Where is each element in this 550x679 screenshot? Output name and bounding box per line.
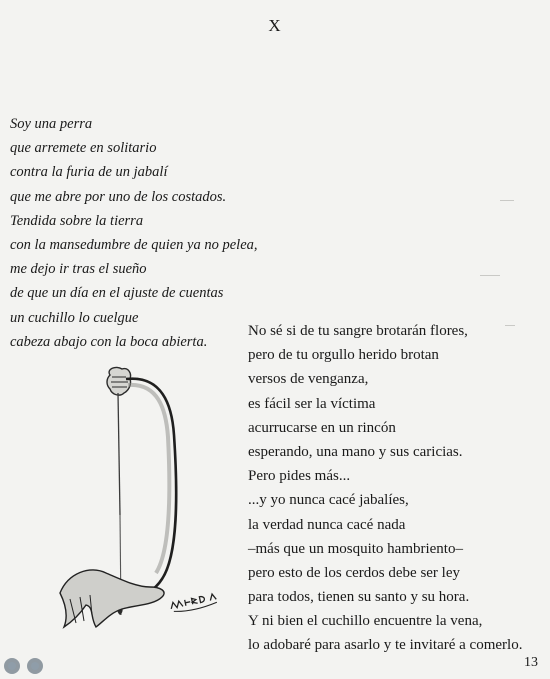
poem-line: la verdad nunca cacé nada — [248, 516, 406, 533]
poem-line: ...y yo nunca cacé jabalíes, — [248, 492, 409, 509]
section-title: X — [268, 16, 282, 35]
poem-line: No sé si de tu sangre brotarán flores, — [248, 323, 468, 339]
poem-line: lo adobaré para asarlo y te invitaré a comerlo. — [248, 637, 523, 654]
poem-line: acurrucarse en un rincón — [248, 419, 396, 436]
poem-line: esperando, una mano y sus caricias. — [248, 443, 463, 460]
poem-line: que me abre por uno de los costados. — [10, 188, 227, 205]
fist-icon — [107, 367, 131, 395]
poem-line: Soy una perra — [10, 116, 93, 132]
paper-speck — [480, 275, 500, 276]
roman-stanza — [248, 319, 548, 658]
scanner-marks — [2, 656, 48, 676]
hanging-hook-illustration — [50, 365, 225, 630]
poem-line: Pero pides más... — [248, 468, 351, 485]
poem-line: que arremete en solitario — [10, 140, 157, 157]
paper-speck — [500, 200, 514, 201]
poem-line: me dejo ir tras el sueño — [10, 261, 147, 278]
poem-line: Tendida sobre la tierra — [10, 212, 144, 229]
poem-line: Y ni bien el cuchillo encuentre la vena, — [248, 613, 483, 630]
poem-line: para todos, tienen su santo y su hora. — [248, 589, 470, 606]
italic-stanza — [10, 112, 310, 354]
poem-line: es fácil ser la víctima — [248, 395, 376, 412]
poem-line: pero esto de los cerdos debe ser ley — [248, 564, 461, 581]
poem-line: de que un día en el ajuste de cuentas — [10, 285, 224, 302]
paper-speck — [505, 325, 515, 326]
page-number: 13 — [524, 655, 538, 670]
hanging-carcass-shape — [60, 570, 164, 627]
poem-line: con la mansedumbre de quien ya no pelea, — [10, 236, 258, 253]
poem-line: contra la furia de un jabalí — [10, 164, 168, 181]
poem-line: –más que un mosquito hambriento– — [248, 540, 463, 557]
poem-line: versos de venganza, — [248, 371, 369, 388]
poem-line: cabeza abajo con la boca abierta. — [10, 333, 208, 350]
poem-line: un cuchillo lo cuelgue — [10, 309, 139, 326]
poem-line: pero de tu orgullo herido brotan — [248, 347, 439, 364]
artist-signature — [170, 593, 217, 614]
